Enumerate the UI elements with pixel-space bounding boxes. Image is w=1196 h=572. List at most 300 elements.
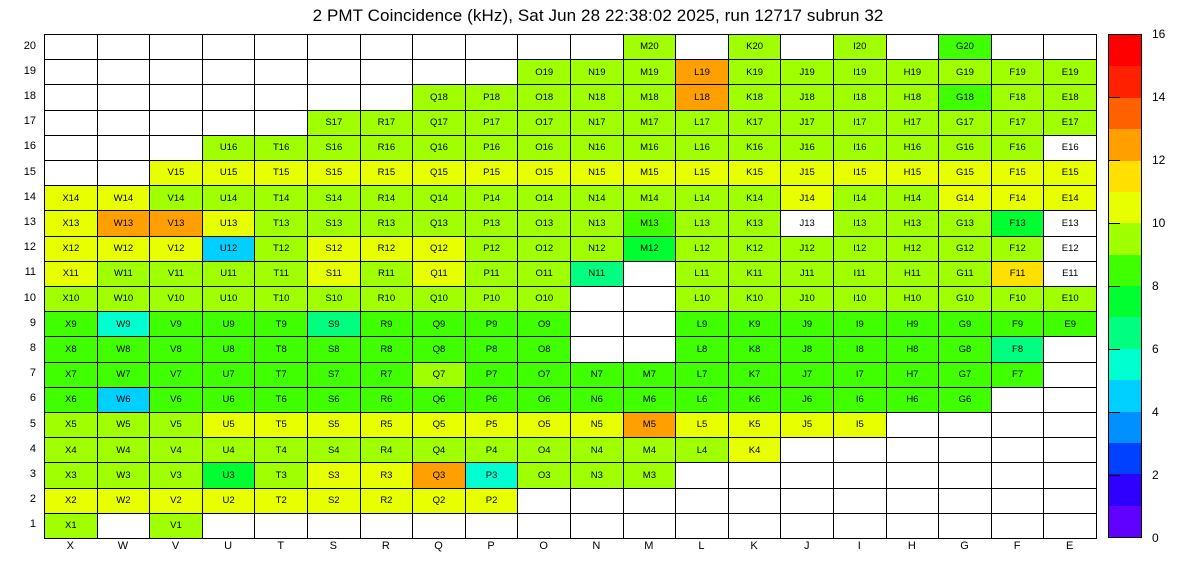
heatmap-cell: G10 xyxy=(939,287,992,312)
heatmap-cell xyxy=(466,35,519,60)
heatmap-cell: N18 xyxy=(571,85,624,110)
heatmap-cell: K6 xyxy=(729,388,782,413)
heatmap-cell xyxy=(781,463,834,488)
heatmap-cell: L12 xyxy=(676,237,729,262)
heatmap-cell xyxy=(1044,463,1097,488)
heatmap-cell: T14 xyxy=(255,186,308,211)
heatmap-cell: X13 xyxy=(45,211,98,236)
heatmap-cell: V3 xyxy=(150,463,203,488)
heatmap-cell: M12 xyxy=(624,237,677,262)
heatmap-cell: P14 xyxy=(466,186,519,211)
heatmap-cell: S2 xyxy=(308,489,361,514)
heatmap-cell: V11 xyxy=(150,262,203,287)
heatmap-cell xyxy=(45,136,98,161)
heatmap-cell: J16 xyxy=(781,136,834,161)
heatmap-cell: I8 xyxy=(834,337,887,362)
heatmap-cell: F19 xyxy=(992,60,1045,85)
colorbar-tick-mark xyxy=(1108,160,1120,161)
heatmap-cell xyxy=(834,438,887,463)
heatmap-cell: S9 xyxy=(308,312,361,337)
heatmap-cell: O13 xyxy=(518,211,571,236)
heatmap-cell: F13 xyxy=(992,211,1045,236)
heatmap-cell: G15 xyxy=(939,161,992,186)
heatmap-cell: N15 xyxy=(571,161,624,186)
heatmap-cell: L17 xyxy=(676,111,729,136)
heatmap-cell xyxy=(466,514,519,539)
heatmap-cell: E18 xyxy=(1044,85,1097,110)
y-axis-labels xyxy=(0,34,40,538)
heatmap-cell: U12 xyxy=(203,237,256,262)
heatmap-cell xyxy=(308,514,361,539)
heatmap-cell xyxy=(939,489,992,514)
heatmap-cell: H16 xyxy=(887,136,940,161)
heatmap-cell: O4 xyxy=(518,438,571,463)
heatmap-cell xyxy=(98,514,151,539)
heatmap-cell: T5 xyxy=(255,413,308,438)
heatmap-cell xyxy=(203,60,256,85)
colorbar-segment xyxy=(1109,380,1141,411)
heatmap-cell: K4 xyxy=(729,438,782,463)
heatmap-cell xyxy=(466,60,519,85)
heatmap-cell: O7 xyxy=(518,363,571,388)
x-axis-labels xyxy=(44,540,1096,558)
x-axis-tick-label: I xyxy=(857,540,861,552)
heatmap-cell: S4 xyxy=(308,438,361,463)
heatmap-cell: R11 xyxy=(361,262,414,287)
heatmap-cell: J9 xyxy=(781,312,834,337)
heatmap-cell: S11 xyxy=(308,262,361,287)
heatmap-cell: Q15 xyxy=(413,161,466,186)
heatmap-cell: L5 xyxy=(676,413,729,438)
heatmap-cell: H17 xyxy=(887,111,940,136)
colorbar-segment xyxy=(1109,66,1141,97)
heatmap-cell xyxy=(255,514,308,539)
heatmap-cell: R13 xyxy=(361,211,414,236)
heatmap-cell: R7 xyxy=(361,363,414,388)
y-axis-tick-label: 13 xyxy=(23,216,36,228)
heatmap-cell: P6 xyxy=(466,388,519,413)
heatmap-cell xyxy=(518,489,571,514)
heatmap-cell: L13 xyxy=(676,211,729,236)
heatmap-cell: I7 xyxy=(834,363,887,388)
y-axis-tick-label: 5 xyxy=(29,417,36,430)
y-axis-tick-label: 6 xyxy=(29,392,36,405)
heatmap-cell: L4 xyxy=(676,438,729,463)
heatmap-cell: N5 xyxy=(571,413,624,438)
heatmap-cell xyxy=(255,35,308,60)
heatmap-cell: M14 xyxy=(624,186,677,211)
heatmap-cell: K19 xyxy=(729,60,782,85)
heatmap-cell: G18 xyxy=(939,85,992,110)
heatmap-cell: F17 xyxy=(992,111,1045,136)
heatmap-cell: K17 xyxy=(729,111,782,136)
heatmap-cell xyxy=(98,60,151,85)
y-axis-tick-label: 17 xyxy=(23,115,36,128)
heatmap-cell: L14 xyxy=(676,186,729,211)
heatmap-cell xyxy=(992,463,1045,488)
heatmap-cell: X1 xyxy=(45,514,98,539)
heatmap-cell: Q7 xyxy=(413,363,466,388)
heatmap-cell xyxy=(150,60,203,85)
heatmap-cell xyxy=(887,514,940,539)
heatmap-cell xyxy=(98,111,151,136)
heatmap-cell: I20 xyxy=(834,35,887,60)
heatmap-cell: Q10 xyxy=(413,287,466,312)
colorbar-tick-label: 10 xyxy=(1152,216,1166,230)
heatmap-cell xyxy=(729,463,782,488)
heatmap-cell xyxy=(1044,413,1097,438)
heatmap-cell: K9 xyxy=(729,312,782,337)
heatmap-cell xyxy=(992,489,1045,514)
colorbar-segment xyxy=(1109,412,1141,443)
heatmap-cell: R12 xyxy=(361,237,414,262)
heatmap-cell: I17 xyxy=(834,111,887,136)
heatmap-cell: Q16 xyxy=(413,136,466,161)
heatmap-cell: O12 xyxy=(518,237,571,262)
heatmap-cell: F15 xyxy=(992,161,1045,186)
heatmap-cell: J17 xyxy=(781,111,834,136)
heatmap-cell xyxy=(308,85,361,110)
heatmap-cell xyxy=(1044,438,1097,463)
heatmap-cell: P12 xyxy=(466,237,519,262)
colorbar-tick-mark xyxy=(1108,286,1120,287)
heatmap-cell: W4 xyxy=(98,438,151,463)
heatmap-cell xyxy=(571,312,624,337)
heatmap-cell: M16 xyxy=(624,136,677,161)
heatmap-cell: M4 xyxy=(624,438,677,463)
heatmap-cell: U16 xyxy=(203,136,256,161)
heatmap-cell: S7 xyxy=(308,363,361,388)
heatmap-cell: F9 xyxy=(992,312,1045,337)
heatmap-cell xyxy=(203,514,256,539)
heatmap-cell: X14 xyxy=(45,186,98,211)
heatmap-cell: I14 xyxy=(834,186,887,211)
heatmap-cell: H10 xyxy=(887,287,940,312)
heatmap-cell: G9 xyxy=(939,312,992,337)
heatmap-grid xyxy=(44,34,1097,539)
heatmap-cell: J11 xyxy=(781,262,834,287)
heatmap-cell: W6 xyxy=(98,388,151,413)
heatmap-cell: V14 xyxy=(150,186,203,211)
heatmap-cell: J10 xyxy=(781,287,834,312)
colorbar-tick-mark xyxy=(1108,349,1120,350)
heatmap-cell: T7 xyxy=(255,363,308,388)
heatmap-cell: R17 xyxy=(361,111,414,136)
heatmap-cell: I19 xyxy=(834,60,887,85)
heatmap-cell: S13 xyxy=(308,211,361,236)
heatmap-cell: X4 xyxy=(45,438,98,463)
heatmap-cell: Q2 xyxy=(413,489,466,514)
heatmap-cell: O14 xyxy=(518,186,571,211)
colorbar-segment xyxy=(1109,474,1141,505)
heatmap-cell xyxy=(1044,388,1097,413)
heatmap-cell xyxy=(150,35,203,60)
heatmap-cell: N16 xyxy=(571,136,624,161)
heatmap-cell: M13 xyxy=(624,211,677,236)
heatmap-cell: P15 xyxy=(466,161,519,186)
heatmap-cell xyxy=(781,489,834,514)
heatmap-cell: K18 xyxy=(729,85,782,110)
heatmap-cell: U2 xyxy=(203,489,256,514)
heatmap-cell: W14 xyxy=(98,186,151,211)
heatmap-cell: O17 xyxy=(518,111,571,136)
heatmap-cell: U10 xyxy=(203,287,256,312)
heatmap-cell: F14 xyxy=(992,186,1045,211)
heatmap-cell xyxy=(1044,514,1097,539)
heatmap-cell xyxy=(992,388,1045,413)
x-axis-tick-label: Q xyxy=(434,540,443,552)
colorbar-tick-label: 8 xyxy=(1152,279,1159,293)
heatmap-cell xyxy=(939,413,992,438)
heatmap-cell: V9 xyxy=(150,312,203,337)
heatmap-cell xyxy=(203,111,256,136)
colorbar-tick-mark xyxy=(1108,223,1120,224)
heatmap-cell: Q13 xyxy=(413,211,466,236)
heatmap-cell: P2 xyxy=(466,489,519,514)
heatmap-cell xyxy=(571,337,624,362)
heatmap-cell xyxy=(45,85,98,110)
heatmap-cell: X5 xyxy=(45,413,98,438)
heatmap-cell: N13 xyxy=(571,211,624,236)
heatmap-cell: M15 xyxy=(624,161,677,186)
heatmap-cell: R15 xyxy=(361,161,414,186)
heatmap-cell xyxy=(203,35,256,60)
colorbar-tick-mark xyxy=(1108,412,1120,413)
heatmap-cell xyxy=(203,85,256,110)
heatmap-cell xyxy=(624,287,677,312)
heatmap-cell xyxy=(624,514,677,539)
heatmap-cell: W3 xyxy=(98,463,151,488)
heatmap-cell xyxy=(729,514,782,539)
colorbar-tick-label: 16 xyxy=(1152,27,1166,41)
heatmap-cell xyxy=(571,489,624,514)
heatmap-cell xyxy=(308,35,361,60)
heatmap-cell: I9 xyxy=(834,312,887,337)
colorbar-segment xyxy=(1109,506,1141,537)
heatmap-cell: F7 xyxy=(992,363,1045,388)
heatmap-cell: K10 xyxy=(729,287,782,312)
heatmap-cell: L9 xyxy=(676,312,729,337)
heatmap-cell: F16 xyxy=(992,136,1045,161)
heatmap-cell xyxy=(992,514,1045,539)
heatmap-cell: V1 xyxy=(150,514,203,539)
heatmap-cell: E16 xyxy=(1044,136,1097,161)
heatmap-cell: V6 xyxy=(150,388,203,413)
heatmap-cell: G8 xyxy=(939,337,992,362)
heatmap-cell: N12 xyxy=(571,237,624,262)
heatmap-cell: H8 xyxy=(887,337,940,362)
heatmap-cell xyxy=(992,438,1045,463)
heatmap-cell: O10 xyxy=(518,287,571,312)
heatmap-cell: L6 xyxy=(676,388,729,413)
heatmap-cell: R16 xyxy=(361,136,414,161)
heatmap-cell: N6 xyxy=(571,388,624,413)
heatmap-cell: W5 xyxy=(98,413,151,438)
heatmap-cell: G11 xyxy=(939,262,992,287)
heatmap-cell: Q14 xyxy=(413,186,466,211)
heatmap-cell: R9 xyxy=(361,312,414,337)
heatmap-cell xyxy=(676,514,729,539)
heatmap-cell: G12 xyxy=(939,237,992,262)
heatmap-cell xyxy=(781,35,834,60)
heatmap-cell: V5 xyxy=(150,413,203,438)
heatmap-cell: E15 xyxy=(1044,161,1097,186)
heatmap-cell: G19 xyxy=(939,60,992,85)
heatmap-cell: P13 xyxy=(466,211,519,236)
heatmap-cell: E9 xyxy=(1044,312,1097,337)
heatmap-cell: V12 xyxy=(150,237,203,262)
heatmap-cell xyxy=(887,413,940,438)
y-axis-tick-label: 20 xyxy=(23,39,36,52)
y-axis-tick-label: 19 xyxy=(23,64,36,77)
heatmap-cell: K16 xyxy=(729,136,782,161)
heatmap-cell: J18 xyxy=(781,85,834,110)
heatmap-cell: K5 xyxy=(729,413,782,438)
colorbar-tick-mark xyxy=(1108,97,1120,98)
heatmap-cell xyxy=(887,463,940,488)
heatmap-cell: I6 xyxy=(834,388,887,413)
heatmap-cell: S16 xyxy=(308,136,361,161)
heatmap-cell: K20 xyxy=(729,35,782,60)
heatmap-cell: R3 xyxy=(361,463,414,488)
heatmap-cell: P4 xyxy=(466,438,519,463)
heatmap-cell xyxy=(992,413,1045,438)
heatmap-cell: X3 xyxy=(45,463,98,488)
heatmap-cell: R8 xyxy=(361,337,414,362)
heatmap-cell xyxy=(150,136,203,161)
colorbar-segment xyxy=(1109,255,1141,286)
heatmap-cell: V7 xyxy=(150,363,203,388)
heatmap-cell xyxy=(1044,337,1097,362)
heatmap-cell xyxy=(255,60,308,85)
heatmap-cell: G13 xyxy=(939,211,992,236)
colorbar-tick-label: 6 xyxy=(1152,342,1159,356)
heatmap-cell: J5 xyxy=(781,413,834,438)
heatmap-cell: T13 xyxy=(255,211,308,236)
heatmap-cell: T15 xyxy=(255,161,308,186)
colorbar-segment xyxy=(1109,317,1141,348)
heatmap-cell: S8 xyxy=(308,337,361,362)
x-axis-tick-label: P xyxy=(487,540,495,552)
heatmap-cell: N17 xyxy=(571,111,624,136)
heatmap-cell: Q8 xyxy=(413,337,466,362)
heatmap-cell: T16 xyxy=(255,136,308,161)
colorbar-segment xyxy=(1109,35,1141,66)
heatmap-cell: J6 xyxy=(781,388,834,413)
heatmap-cell xyxy=(834,514,887,539)
heatmap-cell: E11 xyxy=(1044,262,1097,287)
heatmap-cell xyxy=(255,111,308,136)
heatmap-cell: T4 xyxy=(255,438,308,463)
heatmap-cell: M5 xyxy=(624,413,677,438)
heatmap-cell: Q17 xyxy=(413,111,466,136)
heatmap-cell: W8 xyxy=(98,337,151,362)
heatmap-cell: H14 xyxy=(887,186,940,211)
heatmap-cell: T8 xyxy=(255,337,308,362)
heatmap-cell: P11 xyxy=(466,262,519,287)
heatmap-cell: Q4 xyxy=(413,438,466,463)
heatmap-cell: F8 xyxy=(992,337,1045,362)
x-axis-tick-label: N xyxy=(592,540,601,552)
heatmap-cell: M19 xyxy=(624,60,677,85)
heatmap-cell: X9 xyxy=(45,312,98,337)
heatmap-cell: O11 xyxy=(518,262,571,287)
heatmap-cell xyxy=(361,85,414,110)
heatmap-cell: L7 xyxy=(676,363,729,388)
y-axis-tick-label: 10 xyxy=(23,291,36,304)
heatmap-cell: W13 xyxy=(98,211,151,236)
colorbar-tick-labels xyxy=(1144,27,1194,545)
y-axis-tick-label: 11 xyxy=(24,266,36,279)
heatmap-cell: I18 xyxy=(834,85,887,110)
heatmap-cell: O3 xyxy=(518,463,571,488)
heatmap-cell: Q12 xyxy=(413,237,466,262)
heatmap-cell: J15 xyxy=(781,161,834,186)
heatmap-cell: I10 xyxy=(834,287,887,312)
heatmap-cell: M17 xyxy=(624,111,677,136)
x-axis-tick-label: W xyxy=(117,540,129,552)
heatmap-cell: T3 xyxy=(255,463,308,488)
heatmap-cell: V8 xyxy=(150,337,203,362)
heatmap-cell: H12 xyxy=(887,237,940,262)
x-axis-tick-label: G xyxy=(960,540,969,552)
heatmap-cell: S17 xyxy=(308,111,361,136)
y-axis-tick-label: 14 xyxy=(23,190,36,203)
heatmap-cell: T2 xyxy=(255,489,308,514)
heatmap-cell: J8 xyxy=(781,337,834,362)
heatmap-cell xyxy=(1044,363,1097,388)
heatmap-cell: X2 xyxy=(45,489,98,514)
colorbar-tick-label: 0 xyxy=(1152,531,1159,545)
x-axis-tick-label: M xyxy=(644,540,654,552)
heatmap-cell xyxy=(992,35,1045,60)
heatmap-cell: V4 xyxy=(150,438,203,463)
colorbar-tick-mark xyxy=(1108,475,1120,476)
heatmap-cell: P10 xyxy=(466,287,519,312)
colorbar-segment xyxy=(1109,286,1141,317)
heatmap-cell: L19 xyxy=(676,60,729,85)
x-axis-tick-label: K xyxy=(750,540,758,552)
heatmap-cell: U11 xyxy=(203,262,256,287)
heatmap-cell xyxy=(834,463,887,488)
x-axis-tick-label: E xyxy=(1066,540,1074,552)
heatmap-cell: O18 xyxy=(518,85,571,110)
heatmap-cell: G6 xyxy=(939,388,992,413)
heatmap-cell: F12 xyxy=(992,237,1045,262)
heatmap-cell: N11 xyxy=(571,262,624,287)
heatmap-cell: Q3 xyxy=(413,463,466,488)
x-axis-tick-label: F xyxy=(1013,540,1021,552)
heatmap-cell: U3 xyxy=(203,463,256,488)
heatmap-cell: J12 xyxy=(781,237,834,262)
heatmap-cell: U13 xyxy=(203,211,256,236)
heatmap-cell: U8 xyxy=(203,337,256,362)
colorbar-segment xyxy=(1109,129,1141,160)
heatmap-cell: N3 xyxy=(571,463,624,488)
heatmap-cell: U4 xyxy=(203,438,256,463)
heatmap-cell: O9 xyxy=(518,312,571,337)
colorbar-tick-label: 4 xyxy=(1152,405,1159,419)
heatmap-cell: S6 xyxy=(308,388,361,413)
heatmap-cell xyxy=(1044,35,1097,60)
heatmap-cell xyxy=(676,463,729,488)
x-axis-tick-label: V xyxy=(171,540,180,552)
heatmap-cell: R10 xyxy=(361,287,414,312)
y-axis-tick-label: 12 xyxy=(23,241,36,254)
heatmap-cell: T6 xyxy=(255,388,308,413)
x-axis-tick-label: H xyxy=(907,540,916,552)
heatmap-cell xyxy=(834,489,887,514)
